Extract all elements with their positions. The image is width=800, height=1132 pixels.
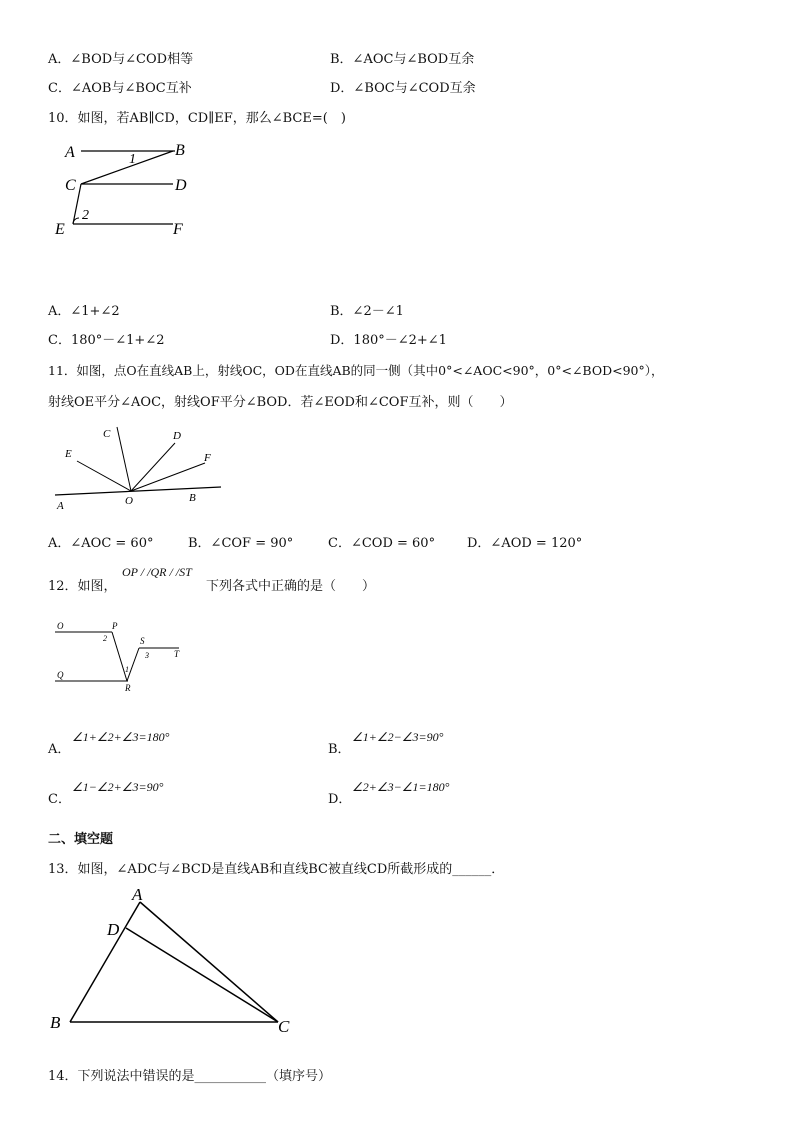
q12-option-a-letter: A． [48, 742, 71, 757]
q12-label-q: Q [57, 670, 64, 680]
section-title: 二、填空题 [48, 832, 114, 847]
q10-option-c: C．180°－∠1+∠2 [48, 333, 165, 348]
q13-label-c: C [278, 1017, 290, 1036]
q10-option-d: D．180°－∠2+∠1 [330, 333, 447, 348]
q11-figure [55, 425, 225, 515]
q9-option-a: A．∠BOD与∠COD相等 [48, 52, 194, 67]
q11-stem-line1: 11．如图，点O在直线AB上，射线OC，OD在直线AB的同一侧（其中0°<∠AOC<90°，0°<∠BOD<90°）， [48, 363, 664, 378]
q10-angle-2: 2 [82, 208, 89, 223]
q12-stem-prefix: 12．如图， [48, 579, 117, 594]
q9-option-c: C．∠AOB与∠BOC互补 [48, 81, 192, 96]
q12-label-s: S [140, 636, 145, 646]
q10-option-b: B．∠2－∠1 [330, 304, 404, 319]
q11-option-c: C．∠COD = 60° [328, 536, 436, 551]
q10-angle-1: 1 [129, 152, 136, 167]
q10-label-e: E [55, 221, 65, 238]
q11-label-c: C [103, 428, 111, 440]
q12-label-r: R [125, 683, 131, 693]
q12-figure [55, 618, 195, 693]
q12-label-p: P [112, 621, 118, 631]
q12-stem-math: OP / /QR / /ST [122, 565, 192, 579]
q13-stem: 13．如图，∠ADC与∠BCD是直线AB和直线BC被直线CD所截形成的______． [48, 862, 505, 877]
q10-option-a: A．∠1+∠2 [48, 304, 120, 319]
q12-option-d-expr: ∠2+∠3−∠1=180° [352, 780, 450, 794]
q10-label-b: B [175, 142, 185, 159]
q10-label-f: F [173, 221, 183, 238]
q11-label-d: D [173, 430, 181, 442]
q13-label-b: B [50, 1013, 61, 1032]
q13-label-a: A [132, 885, 143, 904]
q11-label-f: F [204, 452, 211, 464]
q10-label-c: C [65, 177, 76, 194]
q12-option-b-expr: ∠1+∠2−∠3=90° [352, 730, 444, 744]
q12-option-c-expr: ∠1−∠2+∠3=90° [72, 780, 164, 794]
q12-angle-3: 3 [145, 651, 149, 660]
q11-label-a: A [57, 500, 64, 512]
q13-figure [50, 885, 310, 1035]
q11-option-a: A．∠AOC = 60° [48, 536, 154, 551]
q12-option-b-letter: B． [328, 742, 351, 757]
q12-label-o: O [57, 621, 64, 631]
q14-stem: 14．下列说法中错误的是___________（填序号） [48, 1069, 332, 1084]
q11-option-b: B．∠COF = 90° [188, 536, 294, 551]
q11-label-o: O [125, 495, 133, 507]
q12-label-t: T [174, 649, 180, 659]
q12-angle-2: 2 [103, 634, 107, 643]
q12-option-d-letter: D． [328, 792, 352, 807]
q9-option-b: B．∠AOC与∠BOD互余 [330, 52, 475, 67]
q11-option-d: D．∠AOD = 120° [467, 536, 583, 551]
q10-figure [55, 140, 235, 240]
q10-stem: 10．如图，若AB∥CD，CD∥EF，那么∠BCE=( ) [48, 111, 346, 126]
q11-label-e: E [65, 448, 72, 460]
q11-stem-line2: 射线OE平分∠AOC，射线OF平分∠BOD．若∠EOD和∠COF互补，则（ ） [48, 395, 513, 410]
q11-label-b: B [189, 492, 196, 504]
q12-option-a-expr: ∠1+∠2+∠3=180° [72, 730, 170, 744]
q12-option-c-letter: C． [48, 792, 71, 807]
q12-angle-1: 1 [125, 665, 129, 674]
q10-label-d: D [175, 177, 187, 194]
q9-option-d: D．∠BOC与∠COD互余 [330, 81, 476, 96]
q12-stem-suffix: 下列各式中正确的是（ ） [206, 579, 376, 594]
q13-label-d: D [107, 920, 120, 939]
q10-label-a: A [65, 144, 75, 161]
